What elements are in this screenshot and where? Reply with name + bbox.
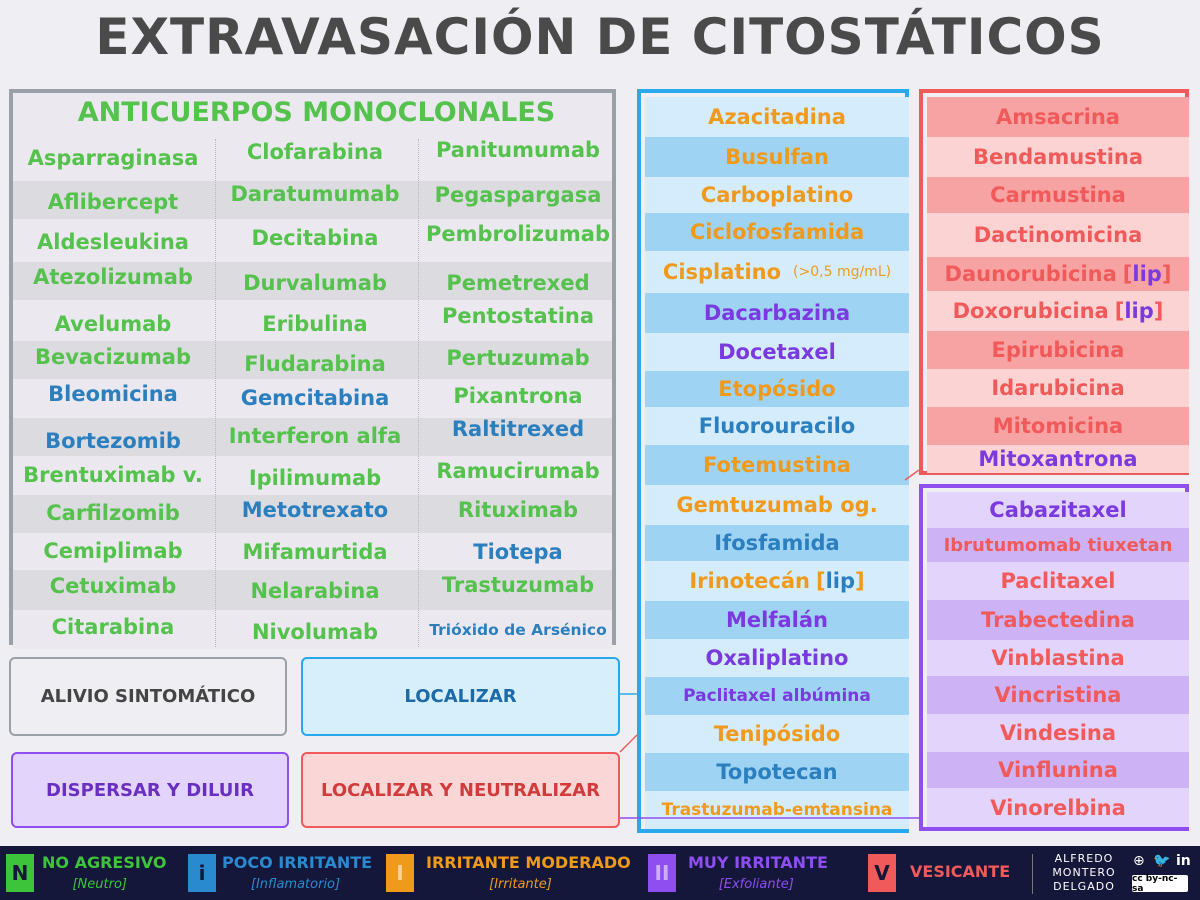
antibody-drug-name: Citarabina	[51, 615, 175, 639]
drug-name: Bendamustina	[972, 145, 1144, 169]
legend-badge: II	[648, 854, 676, 892]
drug-note: (>0,5 mg/mL)	[793, 264, 892, 280]
drug-name: Dactinomicina	[973, 223, 1143, 247]
drug-name: Trabectedina	[981, 608, 1135, 632]
drug-row	[927, 788, 1189, 827]
antibody-drug-name: Decitabina	[251, 226, 379, 250]
drug-name: Ciclofosfamida	[689, 220, 865, 244]
drug-name: Azacitadina	[708, 105, 846, 129]
exfoliant-drugs-column	[919, 484, 1189, 831]
drug-row	[927, 331, 1189, 369]
legend-footer	[0, 846, 1200, 900]
vesicant-drugs-column	[919, 89, 1189, 475]
drug-row	[645, 561, 909, 601]
author-name: ALFREDO MONTERO DELGADO	[1052, 852, 1116, 893]
antibody-drug-name: Raltitrexed	[451, 417, 585, 441]
legend-label: NO AGRESIVO	[42, 853, 167, 872]
antibody-drug-name: Pemetrexed	[446, 271, 590, 295]
localizar-neutralizar-box: LOCALIZAR Y NEUTRALIZAR	[301, 752, 620, 828]
localizar-box: LOCALIZAR	[301, 657, 620, 736]
drug-row	[927, 369, 1189, 407]
antibody-drug-name: Bortezomib	[45, 429, 181, 453]
drug-row	[927, 291, 1189, 331]
drug-name: Paclitaxel albúmina	[683, 686, 871, 706]
drug-name: Epirubicina	[991, 338, 1125, 362]
legend-badge: I	[386, 854, 414, 892]
drug-name: Vinflunina	[998, 758, 1118, 782]
drug-name: Cabazitaxel	[989, 498, 1127, 522]
drug-row	[645, 137, 909, 177]
drug-row	[927, 492, 1189, 528]
antibody-drug-name: Pegaspargasa	[434, 183, 602, 207]
drug-name: Vindesina	[999, 721, 1117, 745]
drug-row	[645, 485, 909, 525]
antibody-drug-name: Pentostatina	[441, 304, 595, 328]
page-title: EXTRAVASACIÓN DE CITOSTÁTICOS	[95, 8, 1105, 66]
drug-name: Amsacrina	[996, 105, 1120, 129]
drug-row	[645, 251, 909, 293]
drug-row	[645, 639, 909, 677]
antibody-drug-name: Brentuximab v.	[23, 463, 203, 487]
legend-label: IRRITANTE MODERADO	[426, 853, 631, 872]
antibody-drug-name: Fludarabina	[244, 352, 386, 376]
legend-badge: V	[868, 854, 896, 892]
antibody-drug-name: Gemcitabina	[240, 386, 390, 410]
antibody-drug-name: Interferon alfa	[228, 424, 402, 448]
drug-name: Carmustina	[990, 183, 1126, 207]
antibody-drug-name: Avelumab	[54, 312, 172, 336]
irritant-drugs-column	[637, 89, 909, 833]
drug-name: Cisplatino	[662, 260, 782, 284]
drug-name: Docetaxel	[718, 340, 836, 364]
antibody-drug-name: Atezolizumab	[33, 265, 193, 289]
drug-name: Paclitaxel	[1000, 569, 1116, 593]
drug-row	[645, 525, 909, 561]
drug-row	[645, 791, 909, 829]
drug-name: Etopósido	[718, 377, 836, 401]
drug-name: Trastuzumab-emtansina	[661, 800, 893, 820]
antibody-drug-name: Panitumumab	[435, 138, 601, 162]
drug-row	[927, 676, 1189, 714]
drug-name: Vincristina	[994, 683, 1122, 707]
drug-name: Oxaliplatino	[705, 646, 849, 670]
drug-row	[927, 137, 1189, 177]
drug-row	[645, 333, 909, 371]
drug-name: Fotemustina	[703, 453, 851, 477]
liposomal-tag: [lip]	[815, 569, 865, 593]
drug-row	[927, 600, 1189, 640]
twitter-icon[interactable]: 🐦	[1153, 853, 1171, 869]
antibody-drug-name: Aflibercept	[47, 190, 179, 214]
drug-row	[927, 257, 1189, 291]
drug-name: Mitoxantrona	[978, 447, 1138, 471]
antibody-drug-name: Clofarabina	[246, 140, 384, 164]
antibody-drug-name: Trastuzumab	[441, 573, 595, 597]
drug-name: Vinblastina	[991, 646, 1125, 670]
drug-row	[927, 445, 1189, 473]
antibody-drug-name: Aldesleukina	[37, 230, 189, 254]
drug-name: Doxorubicina	[952, 299, 1109, 323]
drug-row	[645, 97, 909, 137]
antibody-drug-name: Pertuzumab	[446, 346, 590, 370]
drug-name: Tenipósido	[713, 722, 841, 746]
drug-row	[645, 407, 909, 445]
linkedin-icon[interactable]: in	[1176, 853, 1191, 869]
alivio-sintomatico-box: ALIVIO SINTOMÁTICO	[9, 657, 287, 736]
drug-row	[927, 562, 1189, 600]
drug-row	[645, 677, 909, 715]
drug-row	[927, 752, 1189, 788]
drug-row	[645, 213, 909, 251]
drug-row	[645, 715, 909, 753]
antibody-drug-name: Eribulina	[262, 312, 368, 336]
drug-name: Fluorouracilo	[698, 414, 856, 438]
antibody-drug-name: Bevacizumab	[34, 345, 191, 369]
antibody-drug-name: Durvalumab	[243, 271, 387, 295]
drug-name: Gemtuzumab og.	[676, 493, 878, 517]
legend-badge: N	[6, 854, 34, 892]
drug-row	[927, 177, 1189, 213]
antibody-drug-name: Cetuximab	[49, 574, 177, 598]
legend-sublabel: [Neutro]	[72, 877, 127, 892]
antibody-drug-name: Pembrolizumab	[426, 222, 610, 246]
legend-label: POCO IRRITANTE	[222, 853, 373, 872]
drug-name: Topotecan	[716, 760, 838, 784]
legend-badge: i	[188, 854, 216, 892]
drug-name: Mitomicina	[992, 414, 1124, 438]
antibody-drug-name: Ipilimumab	[248, 466, 382, 490]
drug-name: Idarubicina	[991, 376, 1125, 400]
antibody-drug-name: Cemiplimab	[43, 539, 183, 563]
drug-name: Carboplatino	[700, 183, 854, 207]
antibody-drug-name: Metotrexato	[241, 498, 389, 522]
legend-sublabel: [Exfoliante]	[718, 877, 794, 892]
antibody-drug-name: Ramucirumab	[436, 459, 600, 483]
antibody-drug-name: Nivolumab	[251, 620, 379, 644]
antibody-drug-name: Asparraginasa	[27, 146, 199, 170]
drug-name: Ifosfamida	[714, 531, 840, 555]
drug-row	[927, 97, 1189, 137]
drug-row	[645, 445, 909, 485]
antibodies-title: ANTICUERPOS MONOCLONALES	[77, 97, 556, 128]
drug-row	[645, 293, 909, 333]
drug-name: Ibrutumomab tiuxetan	[943, 534, 1173, 556]
drug-row	[927, 213, 1189, 257]
drug-name: Irinotecán	[689, 569, 810, 593]
antibody-drug-name: Carfilzomib	[46, 501, 180, 525]
drug-row	[645, 753, 909, 791]
antibody-drug-name: Trióxido de Arsénico	[429, 621, 607, 639]
drug-name: Daunorubicina	[944, 262, 1117, 286]
liposomal-tag: [lip]	[1122, 262, 1172, 286]
antibody-drug-name: Nelarabina	[250, 579, 380, 603]
drug-row	[645, 177, 909, 213]
liposomal-tag: [lip]	[1114, 299, 1164, 323]
antibody-drug-name: Tiotepa	[473, 540, 563, 564]
drug-row	[927, 714, 1189, 752]
legend-label: VESICANTE	[910, 862, 1011, 881]
drug-name: Dacarbazina	[703, 301, 851, 325]
monoclonal-antibodies-panel	[9, 89, 616, 645]
antibody-drug-name: Pixantrona	[453, 384, 583, 408]
antibody-drug-name: Rituximab	[457, 498, 579, 522]
drug-name: Melfalán	[726, 608, 828, 632]
legend-sublabel: [Inflamatorio]	[250, 877, 341, 892]
drug-name: Vinorelbina	[990, 795, 1126, 820]
legend-label: MUY IRRITANTE	[688, 853, 828, 872]
antibody-drug-name: Bleomicina	[48, 382, 178, 406]
antibody-drug-name: Daratumumab	[230, 182, 400, 206]
drug-row	[927, 407, 1189, 445]
antibody-drug-name: Mifamurtida	[242, 540, 388, 564]
dispersar-diluir-box: DISPERSAR Y DILUIR	[11, 752, 289, 828]
web-icon[interactable]: ⊕	[1133, 853, 1145, 869]
drug-row	[645, 371, 909, 407]
drug-row	[927, 640, 1189, 676]
drug-row	[927, 528, 1189, 562]
legend-sublabel: [Irritante]	[489, 877, 552, 892]
drug-row	[645, 601, 909, 639]
creative-commons-license-icon: cc by-nc-sa	[1132, 875, 1188, 892]
drug-name: Busulfan	[725, 145, 829, 169]
